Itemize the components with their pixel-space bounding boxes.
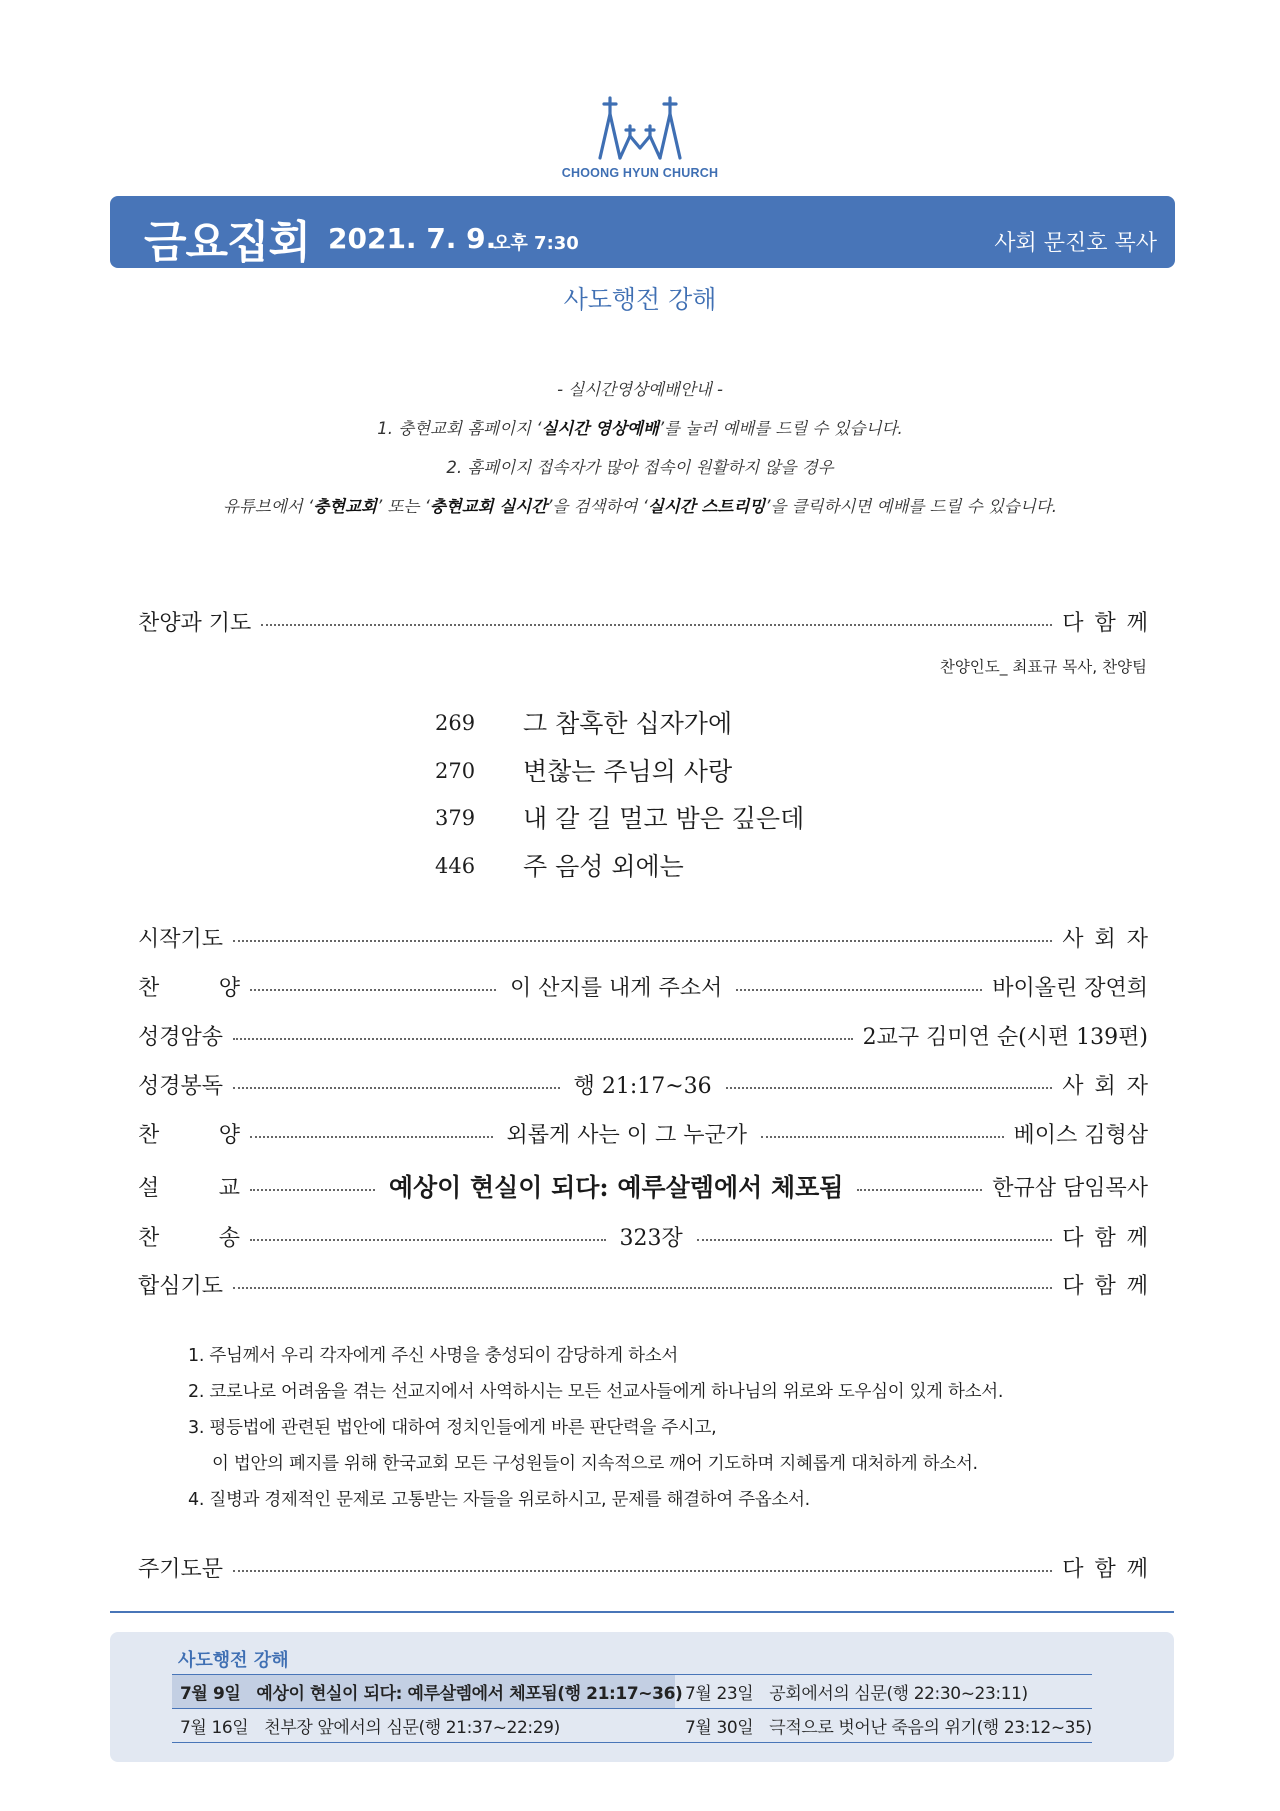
hymn-item: 446 주 음성 외에는 bbox=[435, 851, 684, 881]
hymn-item: 269 그 참혹한 십자가에 bbox=[435, 709, 733, 738]
sermon-series-schedule bbox=[110, 1632, 1174, 1762]
service-title: 금요집회 bbox=[144, 217, 311, 268]
live-stream-notice bbox=[0, 370, 1280, 526]
notice-line-1: 1. 충현교회 홈페이지 ‘실시간 영상예배’를 눌러 예배를 드릴 수 있습니다. bbox=[377, 419, 903, 438]
schedule-entry: 7월 16일 천부장 앞에서의 심문(행 21:37~22:29) bbox=[180, 1718, 560, 1738]
order-praise bbox=[138, 601, 1159, 641]
series-subtitle: 사도행전 강해 bbox=[563, 285, 717, 314]
title-bar bbox=[110, 196, 1175, 268]
schedule-entry: 7월 23일 공회에서의 심문(행 22:30~23:11) bbox=[685, 1684, 1028, 1704]
schedule-table bbox=[172, 1674, 1092, 1743]
order-hymn: 찬 송 323장 다함께 bbox=[138, 1225, 1160, 1251]
leader-dots bbox=[261, 624, 1052, 626]
prayer-item: 1. 주님께서 우리 각자에게 주신 사명을 충성되이 감당하게 하소서 bbox=[188, 1346, 678, 1366]
schedule-entry: 7월 30일 극적으로 벗어난 죽음의 위기(행 23:12~35) bbox=[685, 1718, 1092, 1738]
church-name: CHOONG HYUN CHURCH bbox=[561, 166, 719, 180]
notice-line-3: 유튜브에서 ‘충현교회’ 또는 ‘충현교회 실시간’을 검색하여 ‘실시간 스트리밍’을 클릭하시면 예배를 드릴 수 있습니다. bbox=[223, 497, 1057, 516]
prayer-item: 4. 질병과 경제적인 문제로 고통받는 자들을 위로하시고, 문제를 해결하여 주옵소서. bbox=[188, 1490, 810, 1510]
church-spires-icon bbox=[580, 92, 700, 162]
schedule-entry-current: 7월 9일 예상이 현실이 되다: 예루살렘에서 체포됨(행 21:17~36) bbox=[172, 1675, 675, 1708]
church-logo bbox=[560, 92, 720, 192]
sermon-title: 예상이 현실이 되다: 예루살렘에서 체포됨 bbox=[388, 1173, 844, 1202]
hymn-item: 270 변찮는 주님의 사랑 bbox=[435, 756, 733, 786]
order-recitation: 성경암송 2교구 김미연 순(시편 139편) bbox=[138, 1024, 1148, 1050]
divider bbox=[110, 1611, 1174, 1613]
order-anthem-2: 찬 양 외롭게 사는 이 그 누군가 베이스 김형삼 bbox=[138, 1122, 1149, 1148]
prayer-item: 이 법안의 폐지를 위해 한국교회 모든 구성원들이 지속적으로 깨어 기도하며 지혜롭게 대처하게 하소서. bbox=[212, 1454, 978, 1474]
item-right: 다함께 bbox=[1062, 610, 1159, 636]
service-date: 2021. 7. 9. bbox=[328, 222, 497, 255]
table-row bbox=[172, 1674, 1092, 1709]
prayer-item: 3. 평등법에 관련된 법안에 대하여 정치인들에게 바른 판단력을 주시고, bbox=[188, 1418, 717, 1438]
order-anthem-1: 찬 양 이 산지를 내게 주소서 바이올린 장연희 bbox=[138, 975, 1149, 1001]
order-reading: 성경봉독 행 21:17~36 사회자 bbox=[138, 1073, 1160, 1099]
order-lords-prayer: 주기도문 다함께 bbox=[138, 1556, 1159, 1582]
order-opening-prayer: 시작기도 사회자 bbox=[138, 926, 1159, 952]
table-row bbox=[172, 1709, 1092, 1743]
item-label: 찬양과 기도 bbox=[138, 610, 252, 636]
service-leader: 사회 문진호 목사 bbox=[994, 231, 1157, 256]
service-time: 오후 7:30 bbox=[493, 233, 579, 254]
prayer-items bbox=[188, 1338, 1003, 1518]
schedule-title: 사도행전 강해 bbox=[178, 1650, 289, 1671]
hymn-list bbox=[435, 700, 804, 890]
notice-line-2: 2. 홈페이지 접속자가 많아 접속이 원활하지 않을 경우 bbox=[446, 458, 834, 477]
order-sermon: 설 교 예상이 현실이 되다: 예루살렘에서 체포됨 한규삼 담임목사 bbox=[138, 1166, 1148, 1206]
praise-leader-note: 찬양인도_ 최표규 목사, 찬양팀 bbox=[939, 658, 1147, 676]
prayer-item: 2. 코로나로 어려움을 겪는 선교지에서 사역하시는 모든 선교사들에게 하나님의 위로와 도우심이 있게 하소서. bbox=[188, 1382, 1004, 1402]
hymn-item: 379 내 갈 길 멀고 밤은 깊은데 bbox=[435, 804, 805, 833]
order-unison-prayer: 합심기도 다함께 bbox=[138, 1273, 1159, 1299]
notice-heading: - 실시간영상예배안내 - bbox=[557, 380, 723, 399]
